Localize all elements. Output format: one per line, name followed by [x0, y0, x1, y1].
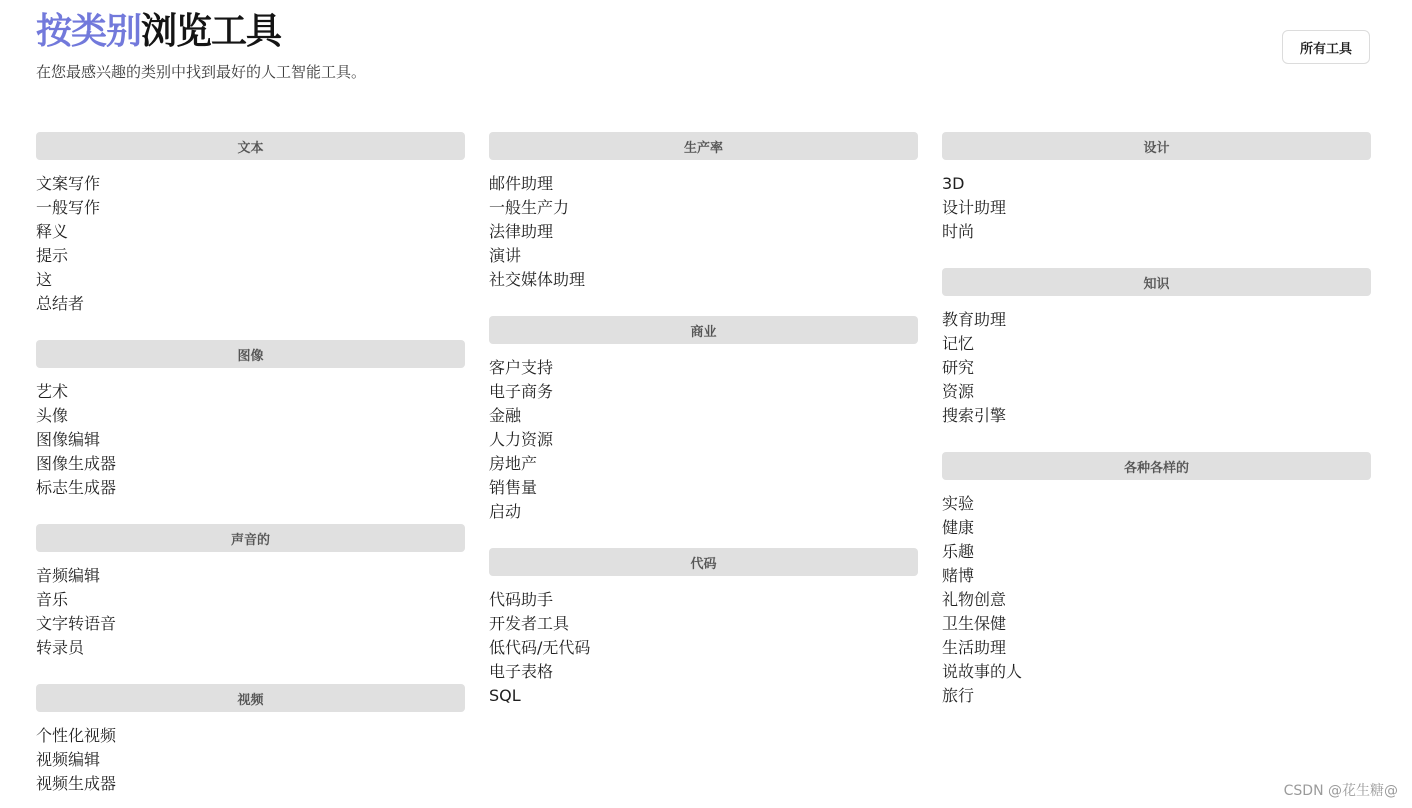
category-link[interactable]: 开发者工具 — [489, 614, 570, 633]
category-section — [489, 132, 918, 292]
category-link[interactable]: 设计助理 — [942, 198, 1007, 217]
category-link[interactable]: 代码助手 — [489, 590, 554, 609]
category-link[interactable]: 音乐 — [36, 590, 69, 609]
category-link[interactable]: 搜索引擎 — [942, 406, 1007, 425]
category-item-list — [36, 380, 465, 500]
category-link[interactable]: 总结者 — [36, 294, 85, 313]
category-header[interactable]: 设计 — [942, 132, 1371, 160]
category-link[interactable]: 低代码/无代码 — [489, 638, 591, 657]
all-tools-button[interactable]: 所有工具 — [1282, 30, 1370, 64]
category-section — [489, 548, 918, 708]
category-link[interactable]: 图像编辑 — [36, 430, 101, 449]
category-link[interactable]: 旅行 — [942, 686, 975, 705]
category-link[interactable]: 销售量 — [489, 478, 538, 497]
category-column-1 — [36, 132, 465, 808]
category-link[interactable]: 乐趣 — [942, 542, 975, 561]
category-section — [36, 524, 465, 660]
category-link[interactable]: 启动 — [489, 502, 522, 521]
category-link[interactable]: 提示 — [36, 246, 69, 265]
page-title — [36, 10, 366, 54]
category-link[interactable]: 教育助理 — [942, 310, 1007, 329]
category-item-list — [489, 588, 918, 708]
category-section — [942, 268, 1371, 428]
category-item-list — [489, 172, 918, 292]
category-item-list — [942, 172, 1371, 244]
category-item-list — [942, 492, 1371, 708]
category-link[interactable]: 邮件助理 — [489, 174, 554, 193]
category-link[interactable]: 释义 — [36, 222, 69, 241]
category-link[interactable]: 生活助理 — [942, 638, 1007, 657]
category-link[interactable]: 时尚 — [942, 222, 975, 241]
category-column-2 — [489, 132, 918, 732]
category-link[interactable]: 实验 — [942, 494, 975, 513]
category-item-list — [36, 564, 465, 660]
category-header[interactable]: 商业 — [489, 316, 918, 344]
category-section — [942, 132, 1371, 244]
category-link[interactable]: 社交媒体助理 — [489, 270, 586, 289]
category-link[interactable]: SQL — [489, 686, 521, 705]
category-header[interactable]: 知识 — [942, 268, 1371, 296]
category-link[interactable]: 记忆 — [942, 334, 975, 353]
page-title-rest: 浏览工具 — [141, 11, 282, 52]
category-link[interactable]: 图像生成器 — [36, 454, 117, 473]
category-header[interactable]: 图像 — [36, 340, 465, 368]
category-header[interactable]: 视频 — [36, 684, 465, 712]
category-link[interactable]: 3D — [942, 174, 965, 193]
category-link[interactable]: 视频生成器 — [36, 774, 117, 793]
category-link[interactable]: 人力资源 — [489, 430, 554, 449]
category-link[interactable]: 资源 — [942, 382, 975, 401]
category-link[interactable]: 头像 — [36, 406, 69, 425]
category-link[interactable]: 健康 — [942, 518, 975, 537]
category-link[interactable]: 视频编辑 — [36, 750, 101, 769]
category-link[interactable]: 法律助理 — [489, 222, 554, 241]
page-subtitle: 在您最感兴趣的类别中找到最好的人工智能工具。 — [36, 63, 367, 81]
category-link[interactable]: 文案写作 — [36, 174, 101, 193]
category-header[interactable]: 代码 — [489, 548, 918, 576]
category-link[interactable]: 电子商务 — [489, 382, 554, 401]
category-header[interactable]: 生产率 — [489, 132, 918, 160]
category-link[interactable]: 音频编辑 — [36, 566, 101, 585]
category-item-list — [942, 308, 1371, 428]
category-link[interactable]: 卫生保健 — [942, 614, 1007, 633]
category-section — [36, 132, 465, 316]
category-item-list — [489, 356, 918, 524]
category-link[interactable]: 客户支持 — [489, 358, 554, 377]
category-link[interactable]: 房地产 — [489, 454, 538, 473]
category-link[interactable]: 礼物创意 — [942, 590, 1007, 609]
category-link[interactable]: 转录员 — [36, 638, 85, 657]
category-header[interactable]: 各种各样的 — [942, 452, 1371, 480]
category-link[interactable]: 说故事的人 — [942, 662, 1023, 681]
category-link[interactable]: 一般写作 — [36, 198, 101, 217]
category-link[interactable]: 个性化视频 — [36, 726, 117, 745]
category-link[interactable]: 一般生产力 — [489, 198, 570, 217]
category-link[interactable]: 研究 — [942, 358, 975, 377]
category-link[interactable]: 赌博 — [942, 566, 975, 585]
category-column-3 — [942, 132, 1371, 732]
category-link[interactable]: 标志生成器 — [36, 478, 117, 497]
category-section — [489, 316, 918, 524]
category-header[interactable]: 文本 — [36, 132, 465, 160]
page-header — [36, 10, 366, 82]
page-title-accent: 按类别 — [36, 11, 142, 52]
category-link[interactable]: 电子表格 — [489, 662, 554, 681]
category-item-list — [36, 724, 465, 796]
category-link[interactable]: 这 — [36, 270, 53, 289]
category-link[interactable]: 演讲 — [489, 246, 522, 265]
category-section — [36, 684, 465, 796]
category-item-list — [36, 172, 465, 316]
category-link[interactable]: 金融 — [489, 406, 522, 425]
category-section — [36, 340, 465, 500]
category-section — [942, 452, 1371, 708]
watermark: CSDN @花生糖@ — [1283, 783, 1398, 799]
category-header[interactable]: 声音的 — [36, 524, 465, 552]
category-link[interactable]: 艺术 — [36, 382, 69, 401]
category-link[interactable]: 文字转语音 — [36, 614, 117, 633]
